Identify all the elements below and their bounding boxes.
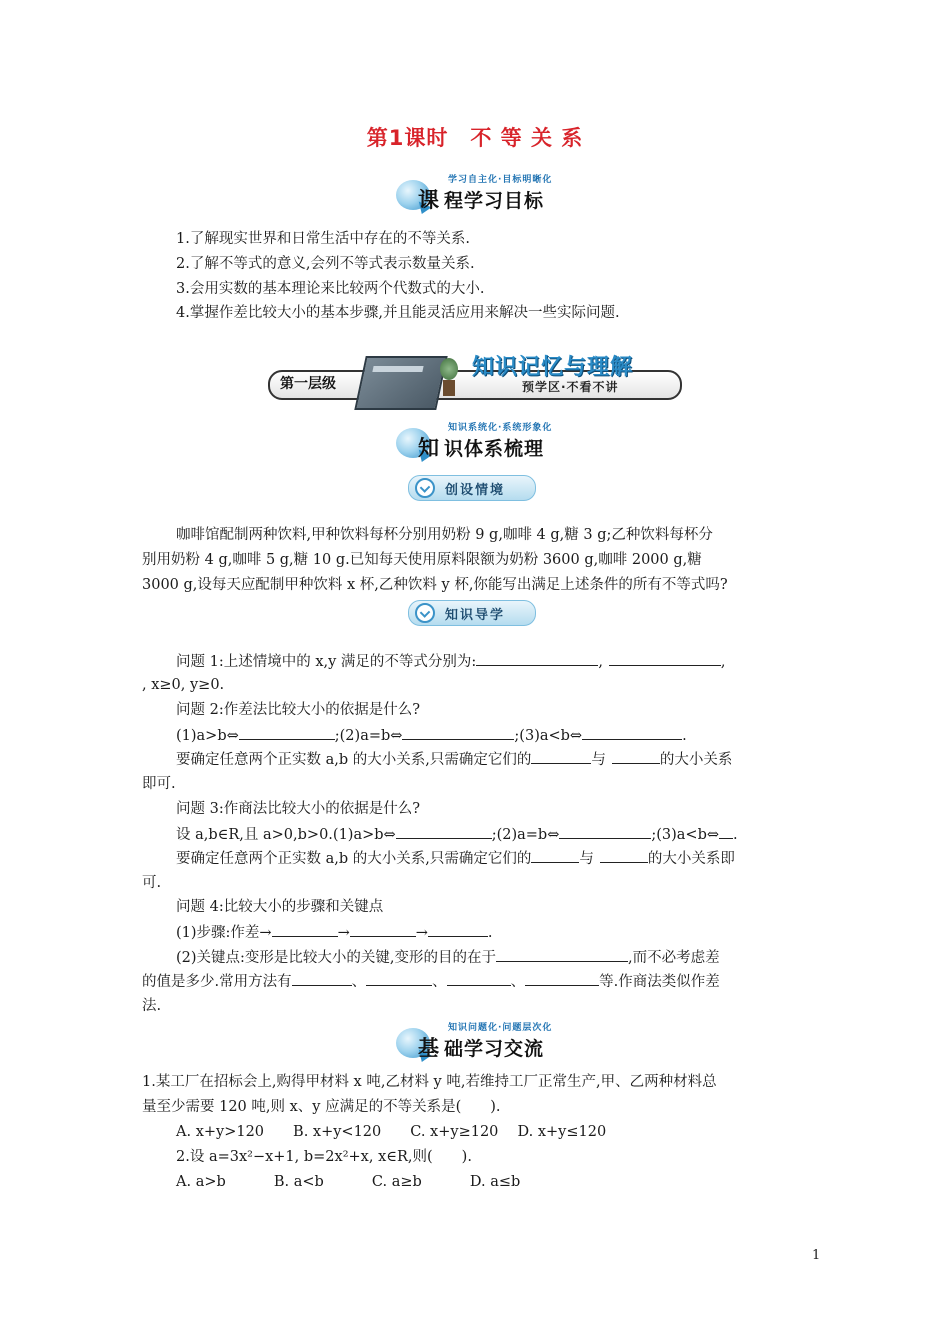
answer-blank[interactable] — [239, 724, 335, 740]
goal-2: 2.了解不等式的意义,会列不等式表示数量关系. — [176, 256, 475, 272]
answer-blank[interactable] — [531, 748, 591, 764]
answer-blank[interactable] — [612, 748, 660, 764]
layer-level: 第一层级 — [280, 376, 336, 392]
layer-subtitle: 预学区·不看不讲 — [522, 380, 619, 394]
answer-blank[interactable] — [525, 970, 599, 986]
page-number: 1 — [812, 1248, 821, 1263]
banner-initial: 知 — [418, 436, 439, 460]
answer-blank[interactable] — [582, 724, 682, 740]
goal-1: 1.了解现实世界和日常生活中存在的不等关系. — [176, 231, 470, 247]
banner-title: 程学习目标 — [444, 190, 545, 212]
section-banner-basic — [396, 1022, 566, 1066]
q2-parts: (1)a>b⇔ ;(2)a=b⇔ ;(3)a<b⇔ . — [176, 724, 687, 747]
answer-blank[interactable] — [559, 823, 651, 839]
answer-blank[interactable] — [496, 946, 628, 962]
banner-subtitle: 学习自主化·目标明晰化 — [448, 175, 553, 185]
book-icon — [354, 356, 447, 410]
answer-blank[interactable] — [402, 724, 514, 740]
layer-title: 知识记忆与理解 — [472, 355, 634, 380]
q3-rule-2: 可. — [142, 875, 162, 891]
exercise-1-options: A. x+y>120 B. x+y<120 C. x+y≥120 D. x+y≤120 — [176, 1124, 607, 1140]
q1-line-2: , x≥0, y≥0. — [142, 677, 225, 693]
q4-key-3: 法. — [142, 998, 162, 1014]
answer-blank[interactable] — [366, 970, 432, 986]
q4-key: (2)关键点:变形是比较大小的关键,变形的目的在于 ,而不必考虑差 — [176, 946, 720, 969]
exercise-1-line-2: 量至少需要 120 吨,则 x、y 应满足的不等关系是( ). — [142, 1099, 501, 1115]
tag-guide: 知识导学 — [408, 600, 536, 626]
q4-heading: 问题 4:比较大小的步骤和关键点 — [176, 899, 384, 915]
q3-heading: 问题 3:作商法比较大小的依据是什么? — [176, 801, 420, 817]
answer-blank[interactable] — [600, 847, 648, 863]
scene-line-2: 别用奶粉 4 g,咖啡 5 g,糖 10 g.已知每天使用原料限额为奶粉 3600 g,咖啡 2000 g,糖 — [142, 552, 702, 568]
answer-blank[interactable] — [447, 970, 511, 986]
answer-blank[interactable] — [531, 847, 579, 863]
q4-key-2: 的值是多少.常用方法有 、 、 、 等.作商法类似作差 — [142, 970, 720, 993]
q3-rule: 要确定任意两个正实数 a,b 的大小关系,只需确定它们的 与 的大小关系即 — [176, 847, 735, 870]
scene-line-3: 3000 g,设每天应配制甲种饮料 x 杯,乙种饮料 y 杯,你能写出满足上述条件的所有不等式吗? — [142, 577, 728, 593]
layer-banner — [262, 354, 686, 414]
plant-icon — [438, 358, 460, 398]
page-title: 第1课时 不 等 关 系 — [366, 126, 584, 150]
check-circle-icon — [415, 478, 435, 498]
check-circle-icon — [415, 603, 435, 623]
answer-blank[interactable] — [719, 823, 733, 839]
answer-blank[interactable] — [609, 650, 721, 666]
banner-initial: 基 — [418, 1036, 439, 1060]
answer-blank[interactable] — [428, 921, 488, 937]
q1-line: 问题 1:上述情境中的 x,y 满足的不等式分别为: , , — [176, 650, 726, 673]
exercise-2-options: A. a>b B. a<b C. a≥b D. a≤b — [176, 1174, 521, 1190]
banner-title: 础学习交流 — [444, 1038, 545, 1060]
section-banner-system — [396, 422, 566, 466]
answer-blank[interactable] — [350, 921, 416, 937]
goal-4: 4.掌握作差比较大小的基本步骤,并且能灵活应用来解决一些实际问题. — [176, 305, 620, 321]
q2-rule: 要确定任意两个正实数 a,b 的大小关系,只需确定它们的 与 的大小关系 — [176, 748, 732, 771]
answer-blank[interactable] — [272, 921, 338, 937]
banner-initial: 课 — [418, 188, 439, 212]
q4-steps: (1)步骤:作差→ → → . — [176, 921, 493, 944]
q3-parts: 设 a,b∈R,且 a>0,b>0.(1)a>b⇔ ;(2)a=b⇔ ;(3)a<b⇔ . — [176, 823, 738, 846]
tag-scene: 创设情境 — [408, 475, 536, 501]
banner-subtitle: 知识系统化·系统形象化 — [448, 423, 553, 433]
banner-subtitle: 知识问题化·问题层次化 — [448, 1023, 553, 1033]
banner-title: 识体系梳理 — [444, 438, 545, 460]
goal-3: 3.会用实数的基本理论来比较两个代数式的大小. — [176, 281, 485, 297]
exercise-1-line-1: 1.某工厂在招标会上,购得甲材料 x 吨,乙材料 y 吨,若维持工厂正常生产,甲、乙两种材料总 — [142, 1074, 717, 1090]
answer-blank[interactable] — [476, 650, 598, 666]
scene-line-1: 咖啡馆配制两种饮料,甲种饮料每杯分别用奶粉 9 g,咖啡 4 g,糖 3 g;乙种饮料每杯分 — [176, 527, 713, 543]
section-banner-goals — [396, 174, 566, 218]
q2-heading: 问题 2:作差法比较大小的依据是什么? — [176, 702, 420, 718]
answer-blank[interactable] — [396, 823, 492, 839]
exercise-2-line-1: 2.设 a=3x²−x+1, b=2x²+x, x∈R,则( ). — [176, 1149, 472, 1165]
answer-blank[interactable] — [292, 970, 352, 986]
q2-rule-2: 即可. — [142, 776, 176, 792]
